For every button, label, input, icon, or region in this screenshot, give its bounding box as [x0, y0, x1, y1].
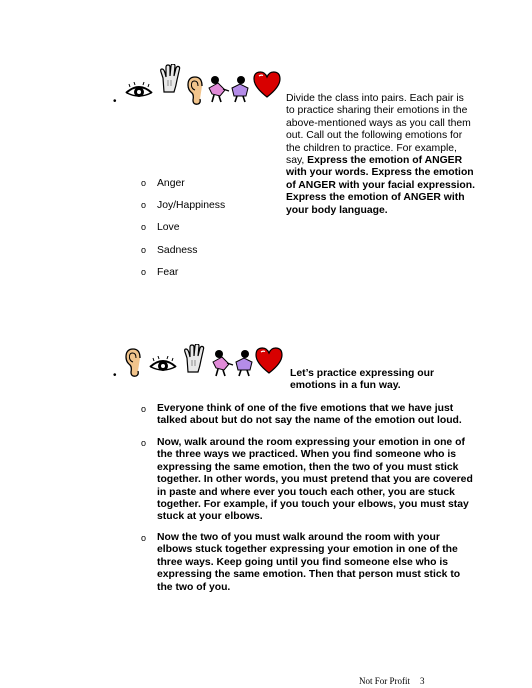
bullet: • [113, 96, 117, 107]
emotion-list-item: o Fear [141, 267, 179, 278]
activity-step: o Everyone think of one of the five emotions that we have just talked about but do not say the name of the emotion out loud. [141, 403, 462, 427]
emotion-list-item: o Sadness [141, 245, 198, 256]
bullet: • [113, 370, 117, 381]
footer-label: Not For Profit [359, 676, 411, 686]
emotion-list-item: o Joy/Happiness [141, 200, 226, 211]
hand-icon [161, 64, 180, 92]
page-number: 3 [420, 676, 425, 686]
section2-intro: Let’s practice expressing our emotions in a fun way. [290, 368, 434, 392]
emotion-list-item: o Anger [141, 178, 185, 189]
emotion-list-item: o Love [141, 222, 180, 233]
activity-step: o Now, walk around the room expressing your emotion in one of the three ways we practiced. When you find someone who is expressing the same emotion, then the two of you must stick together. In other words, you must pretend that you are covered in paste and where ever you touch each other, you are stuck together. For example, if you touch your elbows, you must stay stuck at your elbows. [141, 437, 473, 523]
section1-bold-instructions: Express the emotion of ANGER with your words. Express the emotion of ANGER with your facial expression. Express the emotion of ANGER with your body language. [286, 155, 475, 216]
page-footer [359, 676, 425, 686]
section2-paragraph [125, 368, 475, 393]
section1-intro: Divide the class into pairs. Each pair is to practice sharing their emotions in the above-mentioned ways as you call them out. Call out the following emotions for the children to practice. For example, say, [286, 93, 471, 167]
activity-step: o Now the two of you must walk around the room with your elbows stuck together expressing your emotion in one of the three ways. Keep going until you find someone else who is expressing the same emotion. Then that person must stick to the two of you. [141, 532, 461, 593]
section1-paragraph [125, 93, 475, 217]
